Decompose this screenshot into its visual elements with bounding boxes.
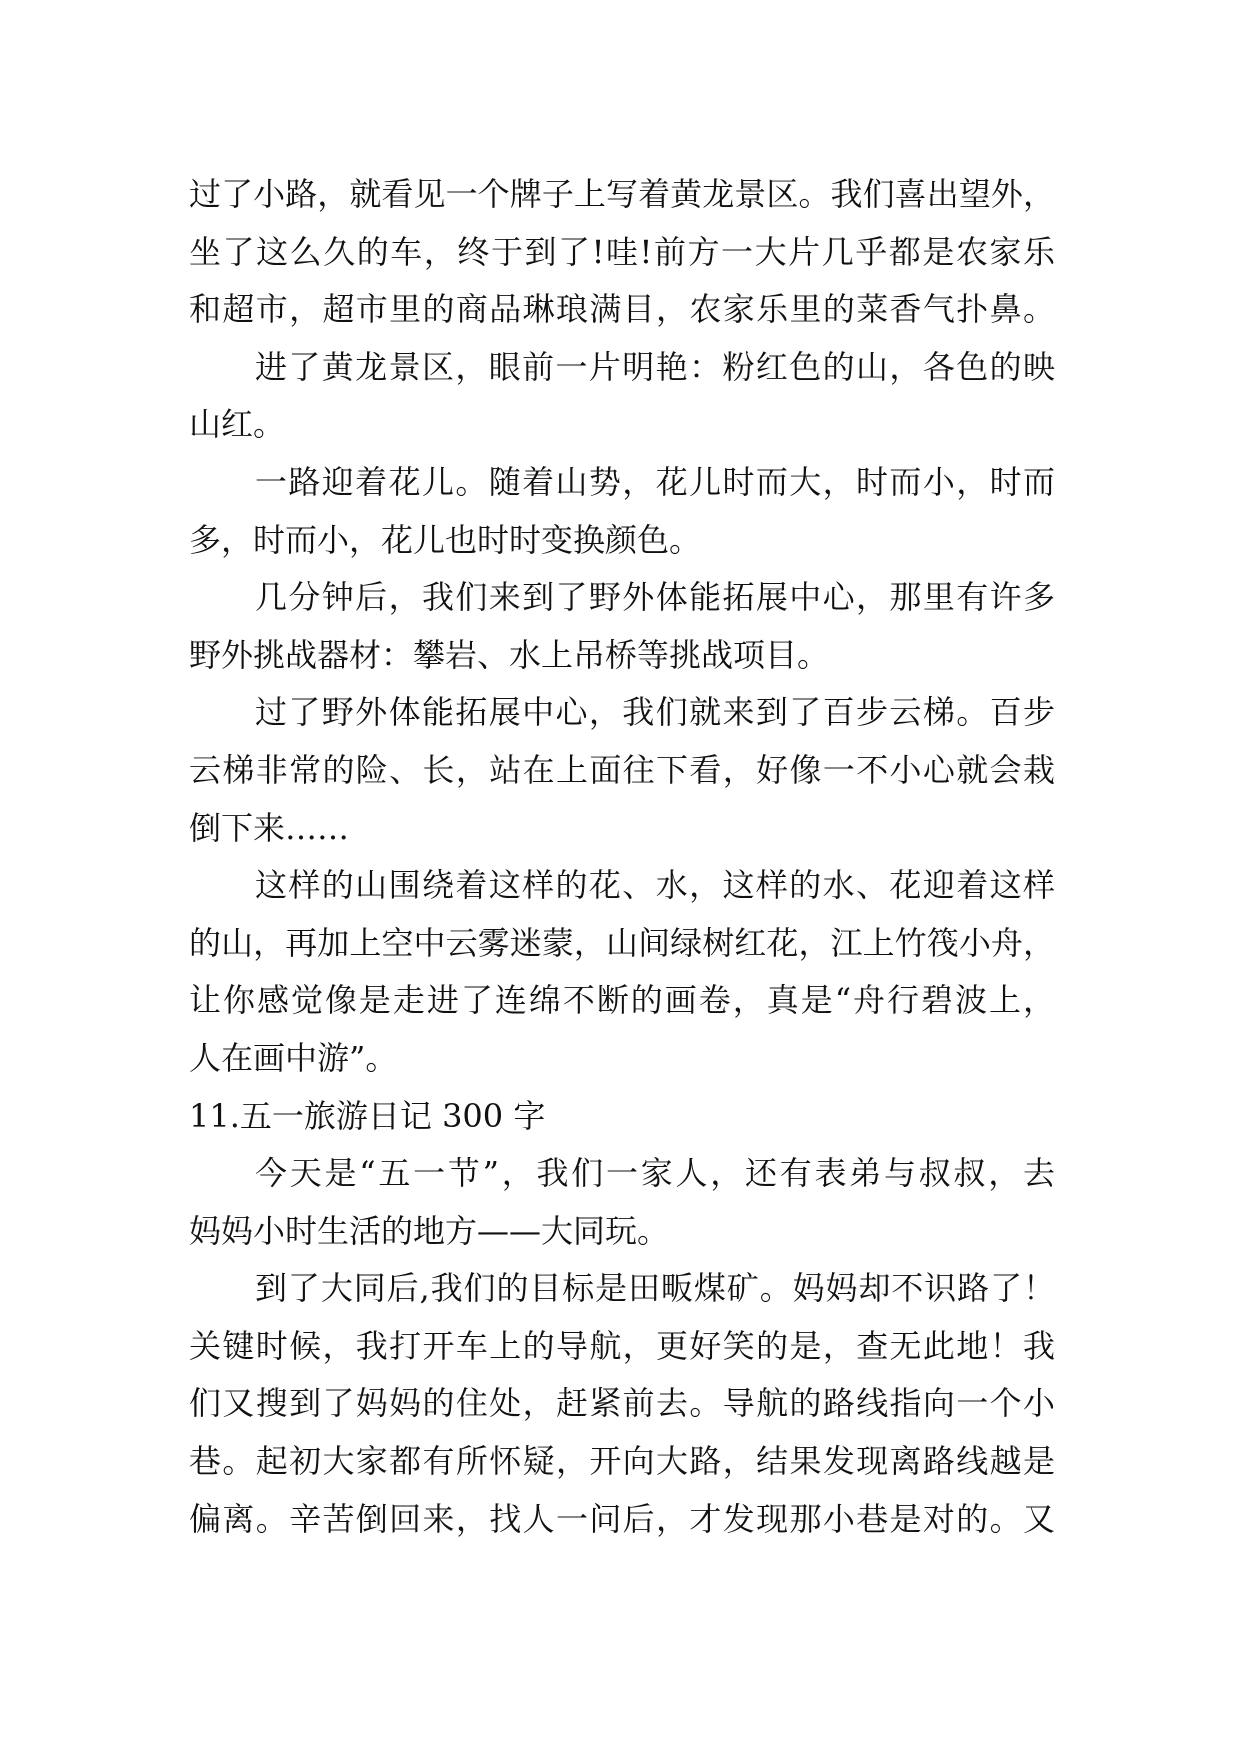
text-line: 山红。 <box>189 405 286 444</box>
text-line: 倒下来…… <box>189 808 350 847</box>
text-line: 和超市，超市里的商品琳琅满目，农家乐里的菜香气扑鼻。 <box>189 290 1055 329</box>
text-line: 巷。起初大家都有所怀疑，开向大路，结果发现离路线越是 <box>189 1442 1055 1481</box>
text-line: 关键时候，我打开车上的导航，更好笑的是，查无此地！我 <box>189 1326 1055 1365</box>
document-body <box>189 166 1055 1548</box>
text-line: 进了黄龙景区，眼前一片明艳：粉红色的山，各色的映 <box>255 347 1055 386</box>
text-line: 妈妈小时生活的地方——大同玩。 <box>189 1211 670 1250</box>
text-line: 云梯非常的险、长，站在上面往下看，好像一不小心就会栽 <box>189 750 1055 789</box>
text-line: 偏离。辛苦倒回来，找人一问后，才发现那小巷是对的。又 <box>189 1499 1055 1538</box>
text-line: 今天是“五一节”，我们一家人，还有表弟与叔叔，去 <box>255 1154 1055 1193</box>
text-line: 们又搜到了妈妈的住处，赶紧前去。导航的路线指向一个小 <box>189 1384 1055 1423</box>
text-line: 过了小路，就看见一个牌子上写着黄龙景区。我们喜出望外， <box>189 175 1055 213</box>
text-line: 的山，再加上空中云雾迷蒙，山间绿树红花，江上竹筏小舟， <box>189 923 1055 962</box>
text-line: 一路迎着花儿。随着山势，花儿时而大，时而小，时而 <box>255 462 1055 501</box>
text-line: 这样的山围绕着这样的花、水，这样的水、花迎着这样 <box>255 866 1055 905</box>
text-line: 过了野外体能拓展中心，我们就来到了百步云梯。百步 <box>255 693 1055 732</box>
section-heading: 11.五一旅游日记 300 字 <box>189 1096 546 1135</box>
text-line: 人在画中游”。 <box>189 1038 398 1077</box>
text-line: 坐了这么久的车，终于到了!哇!前方一大片几乎都是农家乐 <box>189 232 1055 271</box>
text-line: 几分钟后，我们来到了野外体能拓展中心，那里有许多 <box>255 578 1055 617</box>
text-line: 野外挑战器材：攀岩、水上吊桥等挑战项目。 <box>189 635 830 674</box>
text-line: 让你感觉像是走进了连绵不断的画卷，真是“舟行碧波上， <box>189 981 1055 1020</box>
text-line: 多，时而小，花儿也时时变换颜色。 <box>189 520 702 559</box>
text-line: 到了大同后,我们的目标是田畈煤矿。妈妈却不识路了！ <box>255 1269 1055 1308</box>
